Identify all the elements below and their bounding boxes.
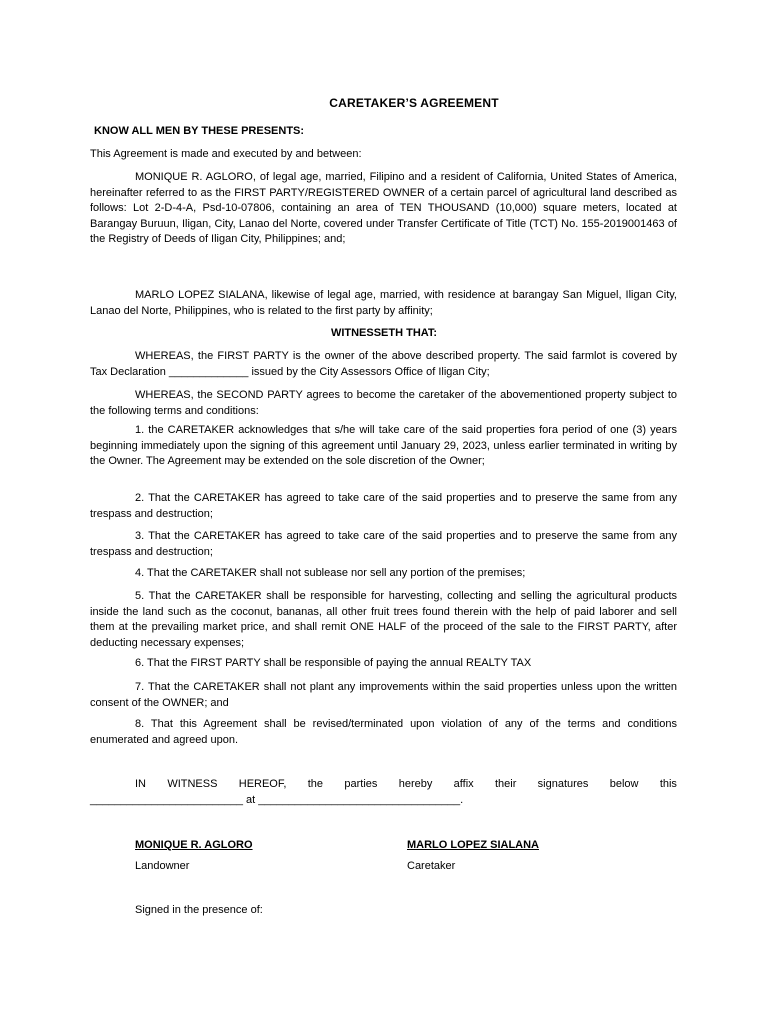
intro-paragraph: This Agreement is made and executed by and between:	[90, 148, 362, 160]
landowner-role: Landowner	[135, 860, 190, 872]
witness-word: parties	[344, 778, 378, 790]
caretaker-name: MARLO LOPEZ SIALANA	[407, 839, 539, 851]
witnesseth-heading: WITNESSETH THAT:	[330, 327, 438, 339]
caretaker-role: Caretaker	[407, 860, 456, 872]
whereas-paragraph-1: WHEREAS, the FIRST PARTY is the owner of the above described property. The said farmlot is covered by Tax Declaration _____________ issued by the City Assessors Office of Iligan City;	[90, 350, 677, 378]
first-party-paragraph: MONIQUE R. AGLORO, of legal age, married, Filipino and a resident of California, United States of America, hereinafter referred to as the FIRST PARTY/REGISTERED OWNER of a certain parcel of agricultural land described as follows: Lot 2-D-4-A, Psd-10-07806, containing an area of TEN THOUSAND (10,000) square meters, located at Barangay Buruun, Iligan, City, Lanao del Norte, covered under Transfer Certificate of Title (TCT) No. 155-2019001463 of the Registry of Deeds of Iligan City, Philippines; and;	[90, 171, 677, 245]
term-6: 6. That the FIRST PARTY shall be responsible of paying the annual REALTY TAX	[135, 657, 532, 669]
witness-word: their	[494, 778, 517, 790]
term-4: 4. That the CARETAKER shall not sublease nor sell any portion of the premises;	[135, 567, 526, 579]
witness-clause	[90, 777, 677, 793]
witness-word: IN	[135, 778, 146, 790]
opening-heading: KNOW ALL MEN BY THESE PRESENTS:	[94, 125, 305, 137]
term-8: 8. That this Agreement shall be revised/terminated upon violation of any of the terms and conditions enumerated and agreed upon.	[90, 718, 677, 746]
witness-word: signatures	[537, 778, 589, 790]
signed-in-presence-label: Signed in the presence of:	[135, 904, 263, 916]
witness-word: hereby	[398, 778, 433, 790]
term-3: 3. That the CARETAKER has agreed to take care of the said properties and to preserve the same from any trespass and destruction;	[90, 530, 677, 558]
term-2: 2. That the CARETAKER has agreed to take care of the said properties and to preserve the same from any trespass and destruction;	[90, 492, 677, 520]
witness-date-place-line: _________________________ at _________________________________.	[90, 794, 464, 806]
witness-word: WITNESS	[167, 778, 218, 790]
term-1: 1. the CARETAKER acknowledges that s/he will take care of the said properties fora period of one (3) years beginning immediately upon the signing of this agreement until January 29, 2023, unless earlier terminated in writing by the Owner. The Agreement may be extended on the sole discretion of the Owner;	[90, 424, 677, 467]
witness-word: this	[659, 778, 677, 790]
witness-word: the	[307, 778, 324, 790]
witness-word: HEREOF,	[238, 778, 287, 790]
document-title: CARETAKER’S AGREEMENT	[329, 96, 499, 110]
term-5: 5. That the CARETAKER shall be responsible for harvesting, collecting and selling the agricultural products inside the land such as the coconut, bananas, all other fruit trees found therein with the help of paid laborer and sell them at the prevailing market price, and shall remit ONE HALF of the proceed of the sale to the FIRST PARTY, after deducting necessary expenses;	[90, 590, 677, 649]
witness-word: affix	[453, 778, 474, 790]
whereas-paragraph-2: WHEREAS, the SECOND PARTY agrees to become the caretaker of the abovementioned property subject to the following terms and conditions:	[90, 389, 677, 417]
landowner-name: MONIQUE R. AGLORO	[135, 839, 253, 851]
second-party-paragraph: MARLO LOPEZ SIALANA, likewise of legal age, married, with residence at barangay San Miguel, Iligan City, Lanao del Norte, Philippines, who is related to the first party by affinity;	[90, 289, 677, 317]
witness-word: below	[609, 778, 639, 790]
term-7: 7. That the CARETAKER shall not plant any improvements within the said properties unless upon the written consent of the OWNER; and	[90, 681, 677, 709]
